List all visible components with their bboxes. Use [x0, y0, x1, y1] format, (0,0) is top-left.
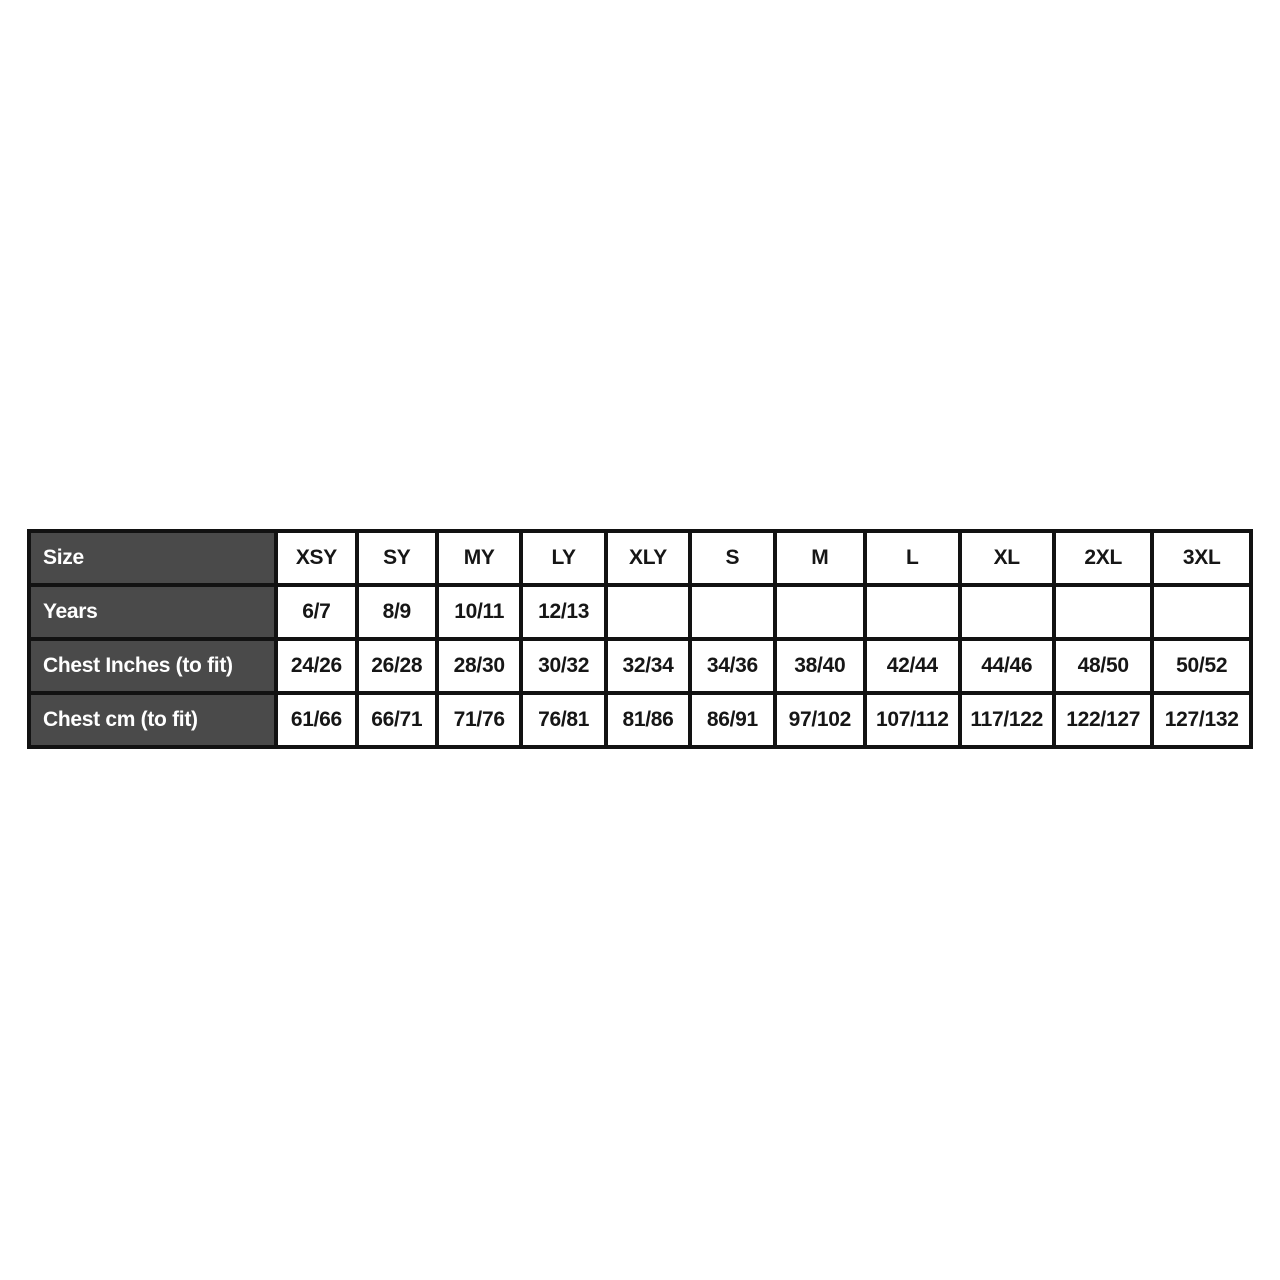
table-cell: 3XL	[1152, 531, 1251, 585]
table-cell: 26/28	[357, 639, 437, 693]
table-cell	[960, 585, 1054, 639]
table-cell: 24/26	[276, 639, 356, 693]
table-cell: XL	[960, 531, 1054, 585]
table-cell: 2XL	[1054, 531, 1152, 585]
chest-inches-row	[29, 639, 1251, 693]
table-cell: 12/13	[521, 585, 605, 639]
table-cell: 38/40	[775, 639, 865, 693]
row-header-chest-inches: Chest Inches (to fit)	[29, 639, 276, 693]
years-row	[29, 585, 1251, 639]
table-cell: MY	[437, 531, 521, 585]
table-cell: LY	[521, 531, 605, 585]
table-cell: 8/9	[357, 585, 437, 639]
chest-cm-row	[29, 693, 1251, 747]
table-cell: 48/50	[1054, 639, 1152, 693]
size-row	[29, 531, 1251, 585]
table-cell: L	[865, 531, 959, 585]
table-cell	[775, 585, 865, 639]
row-header-years: Years	[29, 585, 276, 639]
table-cell: 86/91	[690, 693, 774, 747]
row-header-chest-cm: Chest cm (to fit)	[29, 693, 276, 747]
table-cell: XSY	[276, 531, 356, 585]
table-cell: 117/122	[960, 693, 1054, 747]
size-chart	[27, 529, 1253, 749]
table-cell: 44/46	[960, 639, 1054, 693]
table-cell: 81/86	[606, 693, 690, 747]
table-cell: 66/71	[357, 693, 437, 747]
table-cell	[1054, 585, 1152, 639]
table-cell: 32/34	[606, 639, 690, 693]
table-cell: 42/44	[865, 639, 959, 693]
table-cell: 50/52	[1152, 639, 1251, 693]
table-cell: 10/11	[437, 585, 521, 639]
size-chart-table	[27, 529, 1253, 749]
table-cell: 97/102	[775, 693, 865, 747]
table-cell: 107/112	[865, 693, 959, 747]
table-cell: 71/76	[437, 693, 521, 747]
table-cell: 127/132	[1152, 693, 1251, 747]
table-cell: M	[775, 531, 865, 585]
table-cell: 61/66	[276, 693, 356, 747]
table-cell	[606, 585, 690, 639]
table-cell	[690, 585, 774, 639]
table-cell: 76/81	[521, 693, 605, 747]
table-cell	[1152, 585, 1251, 639]
table-cell: 6/7	[276, 585, 356, 639]
row-header-size: Size	[29, 531, 276, 585]
table-cell: 30/32	[521, 639, 605, 693]
table-cell: S	[690, 531, 774, 585]
table-cell: 34/36	[690, 639, 774, 693]
table-cell	[865, 585, 959, 639]
table-cell: 28/30	[437, 639, 521, 693]
table-cell: 122/127	[1054, 693, 1152, 747]
table-cell: XLY	[606, 531, 690, 585]
table-cell: SY	[357, 531, 437, 585]
